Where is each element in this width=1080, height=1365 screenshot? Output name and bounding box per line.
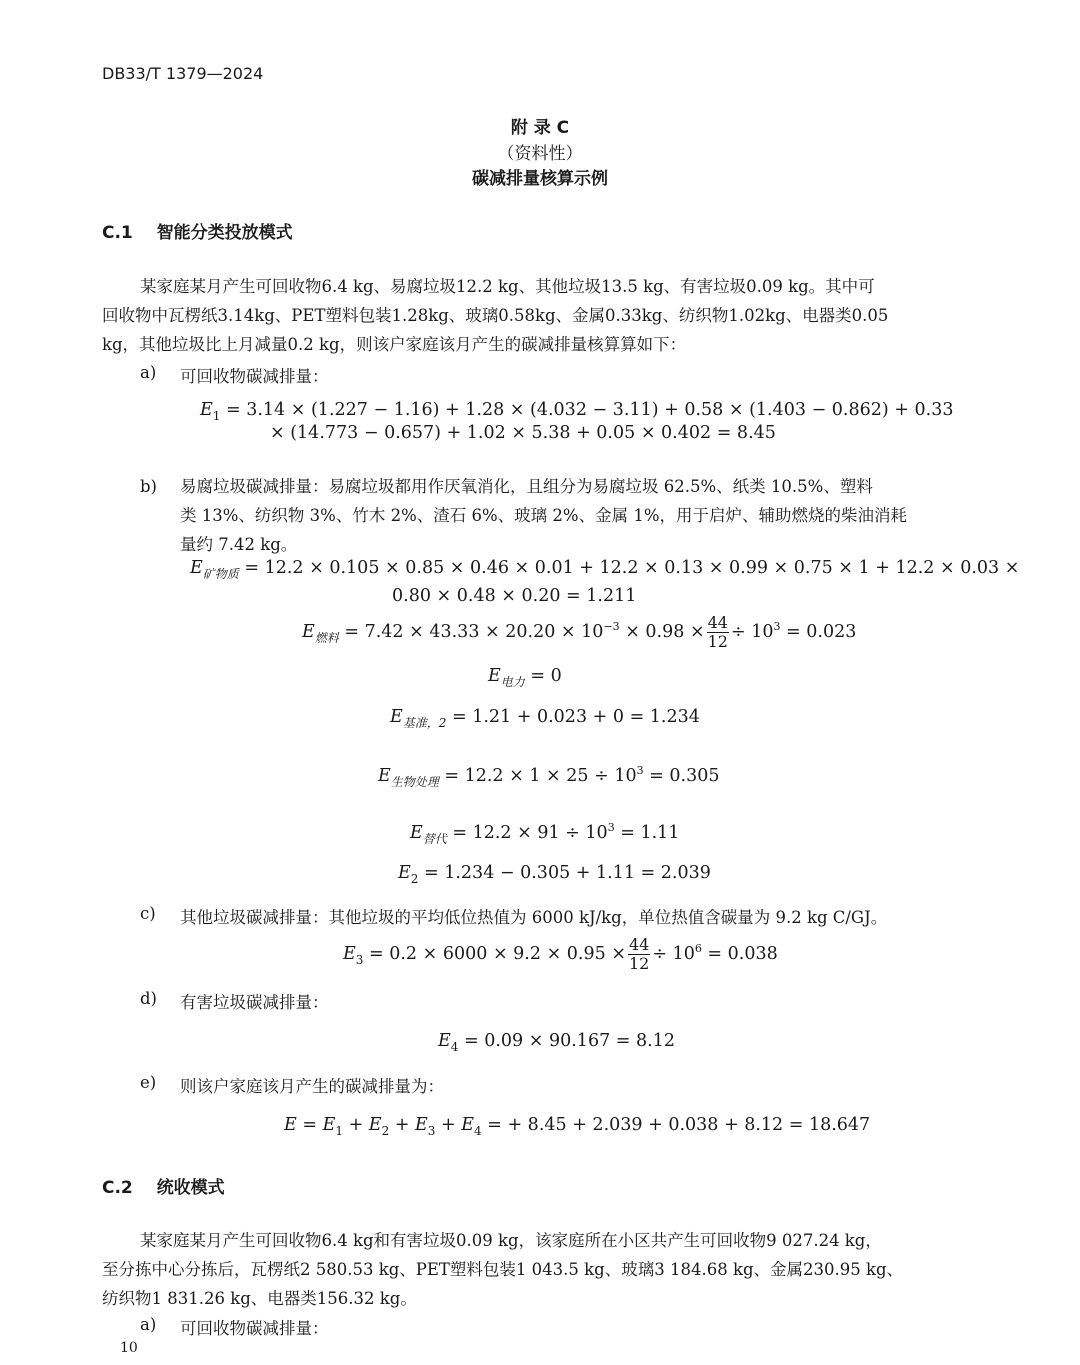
c2-intro-line-3: 纺织物1 831.26 kg、电器类156.32 kg。 <box>102 1289 417 1308</box>
appendix-subject: 碳减排量核算示例 <box>472 169 608 189</box>
list-text: 有害垃圾碳减排量： <box>180 993 329 1012</box>
formula-e4: $E_4 = 0.09 \times 90.167 = 8.12$ <box>438 1031 675 1054</box>
section-c1-heading <box>102 218 293 243</box>
b-text-line-1: 易腐垃圾碳减排量：易腐垃圾都用作厌氧消化，且组分为易腐垃圾 62.5%、纸类 10.5%、塑料 <box>180 477 873 496</box>
formula-mineral-line-1: $E_{矿物质} = 12.2 \times 0.105 \times 0.85 \times 0.46 \times 0.01 + 12.2 \times 0.13 \times 0.99 \times 0.75 \times 1 + 12.2 \times 0.03$ × <box>190 558 1020 581</box>
list-item-d <box>140 989 329 1012</box>
c2-list-item-a <box>140 1315 329 1338</box>
list-item-e <box>140 1073 444 1096</box>
section-title: 统收模式 <box>156 1178 225 1198</box>
formula-mineral-line-2: 0.80 × 0.48 × 0.20 = 1.211 <box>392 586 637 606</box>
list-label: e) <box>140 1073 157 1092</box>
list-item-b <box>140 477 157 496</box>
list-label: a) <box>140 1315 157 1334</box>
c1-intro-line-1: 某家庭某月产生可回收物6.4 kg、易腐垃圾12.2 kg、其他垃圾13.5 kg、有害垃圾0.09 kg。其中可 <box>140 277 875 296</box>
list-label: a) <box>140 363 157 382</box>
section-number: C.1 <box>102 223 133 243</box>
c2-intro-line-2: 至分拣中心分拣后，瓦楞纸2 580.53 kg、PET塑料包装1 043.5 kg、玻璃3 184.68 kg、金属230.95 kg、 <box>102 1260 904 1279</box>
list-item-c <box>140 904 888 927</box>
formula-e2: $E_2 = 1.234 - 0.305 + 1.11 = 2.039$ <box>398 863 711 886</box>
formula-e1-line-1: $E_1 = 3.14 \times (1.227 - 1.16) + 1.28 \times (4.032 - 3.11) + 0.58 \times (1.403 - 0.862) + 0.33$ <box>200 400 954 423</box>
b-text-line-3: 量约 7.42 kg。 <box>180 535 298 554</box>
formula-total: $E = E_1 + E_2 + E_3 + E_4$ = + 8.45 + 2.039 + 0.038 + 8.12 = 18.647 <box>284 1115 871 1138</box>
list-text: 则该户家庭该月产生的碳减排量为： <box>180 1077 444 1096</box>
b-text-line-2: 类 13%、纺织物 3%、竹木 2%、渣石 6%、玻璃 2%、金属 1%，用于启炉、辅助燃烧的柴油消耗 <box>180 506 908 525</box>
formula-fuel: $E_{燃料} = 7.42 \times 43.33 \times 20.20 \times 10^{-3} \times 0.98$ × $\frac{44}{12}$ ÷ $10^3 = 0.023$ <box>302 613 857 651</box>
list-text: 其他垃圾碳减排量：其他垃圾的平均低位热值为 6000 kJ/kg，单位热值含碳量为 9.2 kg C/GJ。 <box>180 908 888 927</box>
formula-power: $E_{电力} = 0$ <box>488 666 562 689</box>
list-text: 可回收物碳减排量： <box>180 1319 329 1338</box>
c2-intro-line-1: 某家庭某月产生可回收物6.4 kg和有害垃圾0.09 kg，该家庭所在小区共产生可回收物9 027.24 kg， <box>140 1231 882 1250</box>
list-text: 可回收物碳减排量： <box>180 367 329 386</box>
formula-e3: $E_3 = 0.2 \times 6000 \times 9.2 \times 0.95$ × $\frac{44}{12}$ ÷ $10^6 = 0.038$ <box>343 935 778 973</box>
section-title: 智能分类投放模式 <box>156 223 293 243</box>
list-label: b) <box>140 477 157 496</box>
list-item-a <box>140 363 329 386</box>
section-number: C.2 <box>102 1178 133 1198</box>
appendix-title: 附 录 C <box>510 118 570 138</box>
c1-intro-line-3: kg，其他垃圾比上月减量0.2 kg，则该户家庭该月产生的碳减排量核算算如下： <box>102 335 687 354</box>
appendix-nature: （资料性） <box>497 144 583 164</box>
formula-bio: $E_{生物处理} = 12.2 \times 1 \times 25 \div 10^3 = 0.305$ <box>378 764 720 789</box>
list-label: c) <box>140 904 156 923</box>
formula-substitution: $E_{替代} = 12.2 \times 91 \div 10^3 = 1.11$ <box>410 821 680 846</box>
list-label: d) <box>140 989 157 1008</box>
formula-e1-line-2: × (14.773 − 0.657) + 1.02 × 5.38 + 0.05 × 0.402 = 8.45 <box>270 423 776 443</box>
c1-intro-line-2: 回收物中瓦楞纸3.14kg、PET塑料包装1.28kg、玻璃0.58kg、金属0.33kg、纺织物1.02kg、电器类0.05 <box>102 306 889 325</box>
section-c2-heading <box>102 1173 225 1198</box>
doc-code-header: DB33/T 1379—2024 <box>102 64 264 83</box>
page-number: 10 <box>120 1340 138 1356</box>
formula-baseline: $E_{基准,2} = 1.21 + 0.023 + 0 = 1.234$ <box>390 707 700 730</box>
